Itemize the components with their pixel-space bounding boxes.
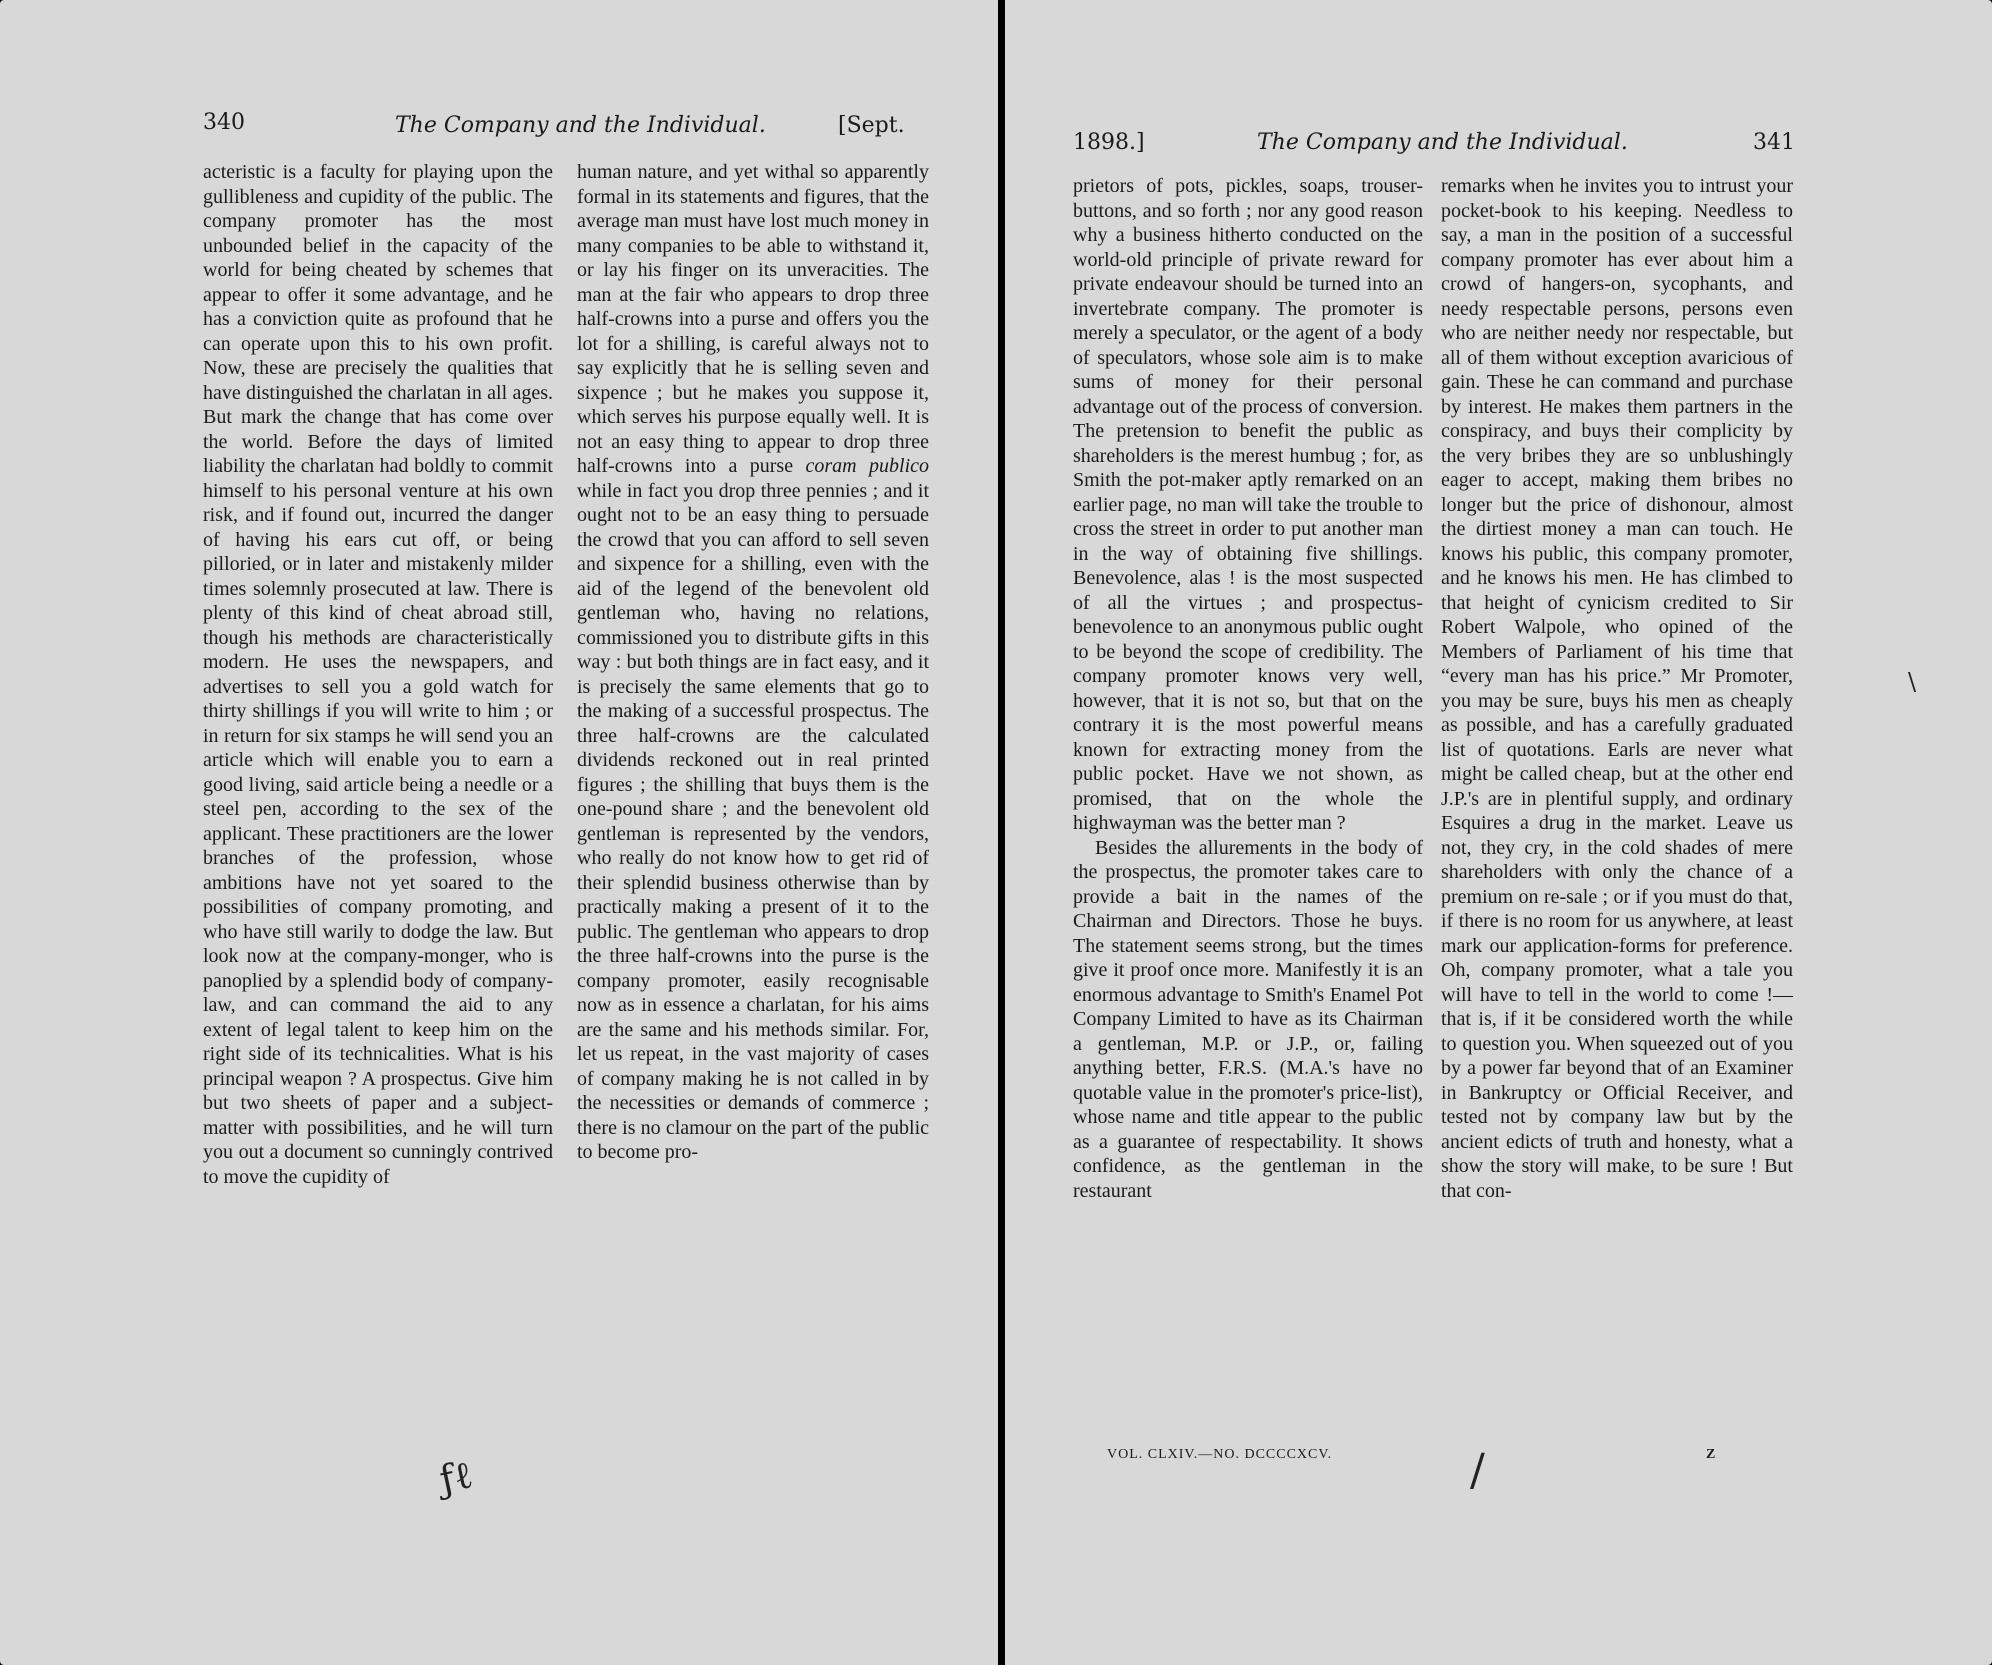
paragraph-part: human nature, and yet withal so apparently formal in its statements and figures, that the average man must have lost much money in many companies to be able to withstand it, or lay his finger on its unveracities. The man at the fair who appears to drop three half-crowns into a purse and offers you the lot for a shilling, is careful always not to say explicitly that he is selling seven and sixpence ; but he makes you suppose it, which serves his purpose equally well. It is not an easy thing to appear to drop three half-crowns into a purse — [577, 161, 929, 477]
pencil-mark: \ — [1908, 668, 1917, 696]
right-page-column-2 — [1441, 174, 1793, 1203]
right-page-column-1 — [1073, 174, 1423, 1203]
handwritten-mark: ƒℓ — [435, 1452, 477, 1502]
left-page-column-1 — [203, 160, 553, 1189]
right-page — [1005, 0, 1992, 1665]
paragraph: acteristic is a faculty for playing upon the gullibleness and cupidity of the public. The company promoter has the most unbounded belief in the capacity of the world for being cheated by schemes that appear to offer it some advantage, and he has a conviction quite as profound that he can operate upon this to his own profit. Now, these are precisely the qualities that have distinguished the charlatan in all ages. But mark the change that has come over the world. Before the days of limited liability the charlatan had boldly to commit himself to his personal venture at his own risk, and if found out, incurred the danger of having his ears cut off, or being pilloried, or in later and mistakenly milder times solemnly prosecuted at law. There is plenty of this kind of cheat abroad still, though his methods are characteristically modern. He uses the newspapers, and advertises to sell you a gold watch for thirty shillings if you will write to him ; or in return for six stamps he will send you an article which will enable you to earn a good living, said article being a needle or a steel pen, according to the sex of the applicant. These practitioners are the lower branches of the profession, whose ambitions have not yet soared to the possibilities of company promoting, and who have still warily to dodge the law. But look now at the company-monger, who is panoplied by a splendid body of company-law, and can command the aid to any extent of legal talent to keep him on the right side of its technicalities. What is his principal weapon ? A prospectus. Give him but two sheets of paper and a subject-matter with possibilities, and he will turn you out a document so cunningly contrived to move the cupidity of — [203, 161, 553, 1188]
paragraph: Besides the allurements in the body of the prospectus, the promoter takes care to provide a bait in the names of the Chairman and Directors. Those he buys. The statement seems strong, but the times give it proof once more. Manifestly it is an enormous advantage to Smith's Enamel Pot Company Limited to have as its Chairman a gentleman, M.P. or J.P., or, failing anything better, F.R.S. (M.A.'s have no quotable value in the promoter's price-list), whose name and title appear to the public as a guarantee of respectability. It shows confidence, as the gentleman in the restaurant — [1073, 836, 1423, 1202]
paragraph-part: while in fact you drop three pennies ; and it ought not to be an easy thing to persuade the crowd that you can afford to sell seven and sixpence for a shilling, even with the aid of the legend of the benevolent old gentleman who, having no relations, commissioned you to distribute gifts in this way : but both things are in fact easy, and it is precisely the same elements that go to the making of a successful prospectus. The three half-crowns are the calculated dividends reckoned out in real printed figures ; the shilling that buys them is the one-pound share ; and the benevolent old gentleman is represented by the vendors, who really do not know how to get rid of their splendid business otherwise than by practically making a present of it to the public. The gentleman who appears to drop the three half-crowns into the purse is the company promoter, easily recognisable now as in essence a charlatan, for his aims are the same and his methods similar. For, let us repeat, in the vast majority of cases of company making he is not called in by the necessities or demands of commerce ; there is no clamour on the part of the public to become pro- — [577, 479, 929, 1163]
signature-mark: Z — [1706, 1447, 1717, 1462]
pencil-mark: / — [1470, 1445, 1485, 1496]
running-title-right: The Company and the Individual. — [1257, 130, 1628, 155]
footer-volume: VOL. CLXIV.—NO. DCCCCXCV. — [1107, 1447, 1333, 1462]
running-title-left: The Company and the Individual. — [395, 113, 766, 138]
date-mark-right: 1898.] — [1073, 130, 1145, 155]
italic-phrase: coram publico — [805, 455, 930, 477]
paragraph: prietors of pots, pickles, soaps, trouser-buttons, and so forth ; nor any good reason why a business hitherto conducted on the world-old principle of private reward for private endeavour should be turned into an invertebrate company. The promoter is merely a speculator, or the agent of a body of speculators, whose sole aim is to make sums of money for their personal advantage out of the process of conversion. The pretension to benefit the public as shareholders is the merest humbug ; for, as Smith the pot-maker aptly remarked on an earlier page, no man will take the trouble to cross the street in order to put another man in the way of obtaining five shillings. Benevolence, alas ! is the most suspected of all the virtues ; and prospectus-benevolence to an anonymous public ought to be beyond the scope of credibility. The company promoter knows very well, however, that it is not so, but that on the contrary it is the most powerful means known for extracting money from the public pocket. Have we not shown, as promised, that on the whole the highwayman was the better man ? — [1073, 175, 1423, 834]
page-number-right: 341 — [1753, 130, 1795, 155]
page-number-left: 340 — [203, 110, 245, 135]
paragraph — [577, 160, 929, 1165]
paragraph: remarks when he invites you to intrust your pocket-book to his keeping. Needless to say, a man in the position of a successful company promoter has ever about him a crowd of hangers-on, sycophants, and needy respectable persons, persons even who are neither needy nor respectable, but all of them without exception avaricious of gain. These he can command and purchase by interest. He makes them partners in the conspiracy, and buys their complicity by the very bribes they are so unblushingly eager to accept, making them bribes no longer but the price of dishonour, almost the dirtiest money a man can touch. He knows his public, this company promoter, and he knows his men. He has climbed to that height of cynicism credited to Sir Robert Walpole, who opined of the Members of Parliament of his time that “every man has his price.” Mr Promoter, you may be sure, buys his men as cheaply as possible, and has a carefully graduated list of quotations. Earls are never what might be called cheap, but at the other end J.P.'s are in plentiful supply, and ordinary Esquires a drug in the market. Leave us not, they cry, in the cold shades of mere shareholders with only the chance of a premium on re-sale ; or if you must do that, if there is no room for us anywhere, at least mark our application-forms for preference. Oh, company promoter, what a tale you will have to tell in the world to come !—that is, if it be considered worth the while to question you. When squeezed out of you by a power far beyond that of an Examiner in Bankruptcy or Official Receiver, and tested not by company law but by the ancient edicts of truth and honesty, what a show the story will make, to be sure ! But that con- — [1441, 175, 1793, 1202]
left-page-column-2 — [577, 160, 929, 1165]
date-mark-left: [Sept. — [838, 113, 905, 138]
